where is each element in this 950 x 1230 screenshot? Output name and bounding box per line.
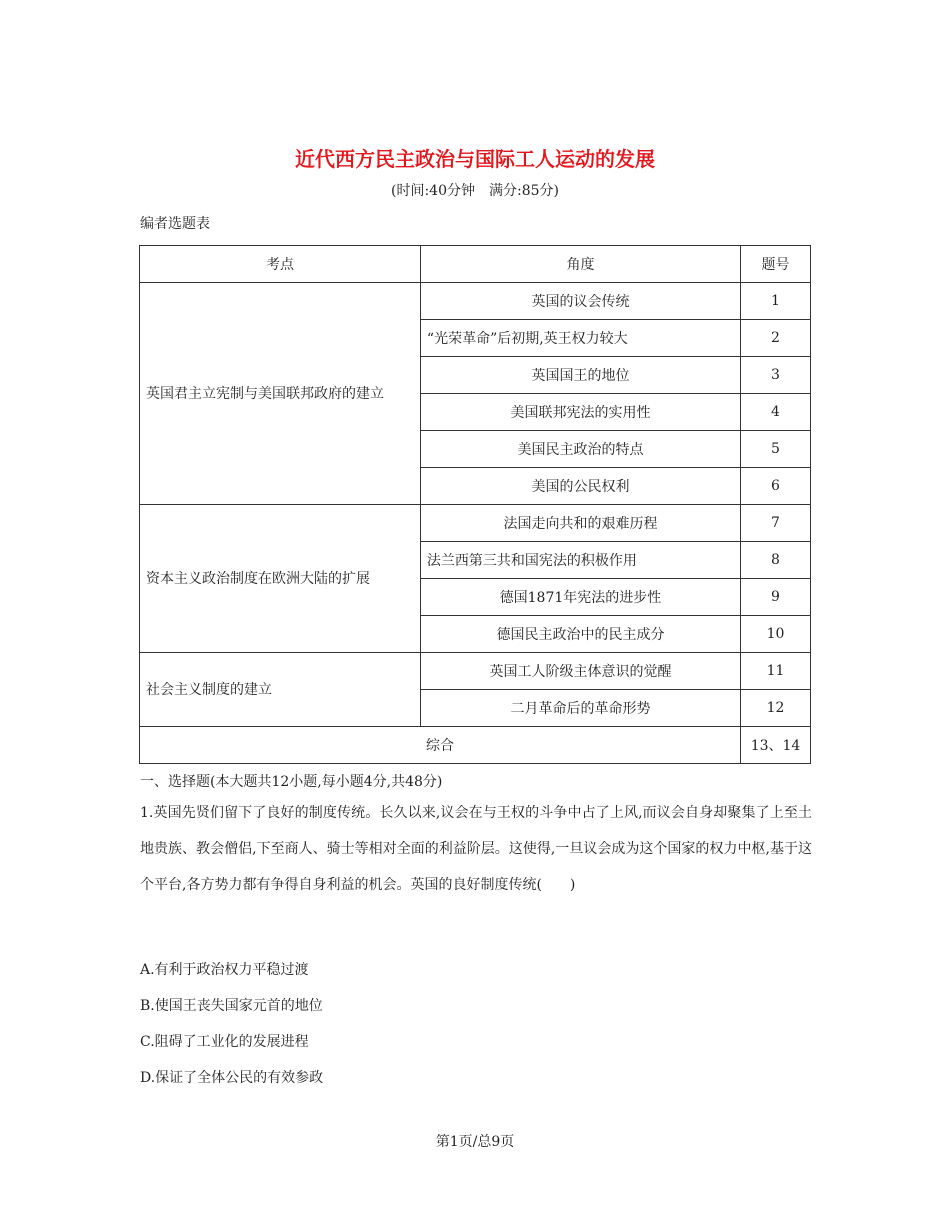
number-cell: 4: [741, 394, 811, 431]
angle-cell: 法国走向共和的艰难历程: [420, 505, 740, 542]
exam-time-score: (时间:40分钟 满分:85分): [391, 183, 559, 199]
question-stem: 1.英国先贤们留下了良好的制度传统。长久以来,议会在与王权的斗争中占了上风,而议会自身却聚集了上至土地贵族、教会僧侣,下至商人、骑士等相对全面的利益阶层。这使得,一旦议会成为这个国家的权力中枢,基于这个平台,各方势力都有争得自身利益的机会。英国的良好制度传统( ): [140, 805, 812, 893]
number-cell: 3: [741, 357, 811, 394]
angle-cell: “光荣革命”后初期,英王权力较大: [420, 320, 740, 357]
angle-cell: 英国的议会传统: [420, 283, 740, 320]
number-cell: 8: [741, 542, 811, 579]
section-heading: 一、选择题(本大题共12小题,每小题4分,共48分): [140, 774, 443, 790]
table-header-row: [140, 246, 811, 283]
number-cell: 1: [741, 283, 811, 320]
table-row: [140, 653, 811, 690]
number-cell: 12: [741, 690, 811, 727]
angle-cell: 德国1871年宪法的进步性: [420, 579, 740, 616]
angle-cell: 英国工人阶级主体意识的觉醒: [420, 653, 740, 690]
option-b: B.使国王丧失国家元首的地位: [140, 998, 323, 1014]
option-d: D.保证了全体公民的有效参政: [140, 1070, 324, 1086]
header-number: 题号: [741, 246, 811, 283]
angle-cell: 德国民主政治中的民主成分: [420, 616, 740, 653]
summary-label: 综合: [140, 727, 741, 764]
table-row: [140, 505, 811, 542]
angle-cell: 美国联邦宪法的实用性: [420, 394, 740, 431]
number-cell: 2: [741, 320, 811, 357]
number-cell: 10: [741, 616, 811, 653]
number-cell: 7: [741, 505, 811, 542]
header-angle: 角度: [420, 246, 740, 283]
angle-cell: 法兰西第三共和国宪法的积极作用: [420, 542, 740, 579]
point-cell: 资本主义政治制度在欧洲大陆的扩展: [140, 505, 421, 653]
table-row: [140, 283, 811, 320]
angle-cell: 二月革命后的革命形势: [420, 690, 740, 727]
number-cell: 5: [741, 431, 811, 468]
table-caption: 编者选题表: [140, 216, 210, 232]
table-summary-row: [140, 727, 811, 764]
number-cell: 11: [741, 653, 811, 690]
point-cell: 社会主义制度的建立: [140, 653, 421, 727]
angle-cell: 美国民主政治的特点: [420, 431, 740, 468]
option-c: C.阻碍了工业化的发展进程: [140, 1034, 309, 1050]
angle-cell: 美国的公民权利: [420, 468, 740, 505]
topic-selection-table: [139, 245, 811, 764]
angle-cell: 英国国王的地位: [420, 357, 740, 394]
page-title: 近代西方民主政治与国际工人运动的发展: [295, 147, 655, 171]
page-number: 第1页/总9页: [435, 1134, 515, 1150]
option-a: A.有利于政治权力平稳过渡: [140, 962, 309, 978]
number-cell: 9: [741, 579, 811, 616]
summary-number: 13、14: [741, 727, 811, 764]
header-point: 考点: [140, 246, 421, 283]
number-cell: 6: [741, 468, 811, 505]
point-cell: 英国君主立宪制与美国联邦政府的建立: [140, 283, 421, 505]
